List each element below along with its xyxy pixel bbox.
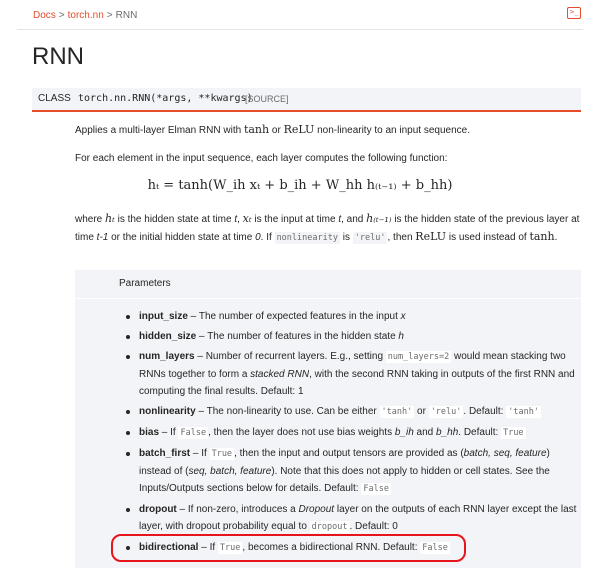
param-desc: and: [413, 427, 437, 438]
param-dropout: [123, 501, 579, 536]
param-bias: [123, 424, 579, 442]
param-name: input_size: [139, 311, 188, 322]
param-name: batch_first: [139, 448, 191, 459]
param-desc-em: b_hh: [436, 427, 459, 438]
param-desc: – If: [159, 427, 179, 438]
param-desc-em: b_ih: [394, 427, 414, 438]
param-desc-em: h: [398, 331, 404, 342]
param-desc: – If: [198, 542, 218, 553]
where-text: or the initial hidden state at time: [108, 232, 256, 243]
param-desc: – If: [190, 448, 210, 459]
param-desc: , with the second RNN taking in outputs of the first RNN and computing the final results. Default: 1: [139, 369, 575, 397]
where-text: , and: [341, 214, 367, 225]
math-t: t: [338, 214, 342, 225]
page-title: RNN: [32, 43, 84, 70]
math-t: t: [234, 214, 238, 225]
breadcrumb-separator: >: [106, 10, 113, 21]
breadcrumb-docs-link[interactable]: Docs: [33, 10, 56, 21]
param-desc: – The non-linearity to use. Can be either: [195, 406, 380, 417]
param-desc-em: batch, seq, feature: [463, 448, 547, 459]
param-num-layers: [123, 348, 579, 400]
math-tanh: tanh: [529, 230, 555, 243]
parameters-heading: Parameters: [119, 278, 171, 289]
param-name: bias: [139, 427, 160, 438]
math-ht-1: h₍ₜ₋₁₎: [366, 212, 392, 225]
where-text: is used instead of: [446, 232, 530, 243]
where-paragraph: [75, 210, 580, 247]
param-code: 'tanh': [508, 407, 539, 417]
param-code: True: [219, 543, 241, 553]
param-desc: , becomes a bidirectional RNN. Default:: [242, 542, 421, 553]
param-desc: – If non-zero, introduces a: [176, 504, 299, 515]
where-text: .: [554, 232, 558, 243]
param-desc-em: x: [400, 311, 406, 322]
terminal-icon[interactable]: >_: [567, 7, 581, 19]
param-desc: layer on the outputs of each RNN layer except the last layer, with dropout probability equal to: [139, 504, 577, 532]
param-nonlinearity: [123, 403, 579, 421]
math-t-1: t-1: [96, 232, 109, 243]
breadcrumb-separator: >: [58, 10, 65, 21]
param-code: False: [180, 428, 207, 438]
where-text: is the hidden state at time: [114, 214, 235, 225]
param-desc: , then the input and output tensors are provided as (: [234, 448, 464, 459]
param-desc: . Default: 0: [349, 521, 398, 532]
math-relu: ReLU: [415, 230, 447, 243]
math-0: 0: [255, 232, 261, 243]
code-relu: 'relu': [354, 233, 386, 243]
source-link[interactable]: [SOURCE]: [245, 94, 289, 104]
param-code: 'tanh': [381, 407, 413, 417]
param-name: num_layers: [139, 351, 195, 362]
param-name: hidden_size: [139, 331, 197, 342]
where-text: is: [339, 232, 353, 243]
param-input-size: [123, 308, 579, 325]
highlight-annotation: [111, 534, 466, 562]
param-desc: would mean stacking two RNNs together to form a: [139, 351, 566, 380]
param-desc: . Default:: [463, 406, 507, 417]
param-desc: – The number of expected features in the input: [187, 311, 401, 322]
breadcrumb-current: RNN: [115, 10, 138, 21]
class-label: CLASS: [38, 93, 71, 104]
rnn-formula: hₜ = tanh(W_ih xₜ + b_ih + W_hh h₍ₜ₋₁₎ + b_hh): [147, 178, 453, 193]
param-desc: – Number of recurrent layers. E.g., setting: [194, 351, 386, 362]
where-text: is the input at time: [251, 214, 339, 225]
where-text: . If: [260, 232, 275, 243]
param-desc: ) instead of (: [139, 448, 550, 477]
param-code: True: [503, 428, 524, 438]
param-code: False: [422, 543, 448, 553]
param-desc-em: stacked RNN: [250, 369, 310, 380]
where-text: where: [75, 214, 106, 225]
param-desc-em: Dropout: [298, 504, 335, 515]
param-name: bidirectional: [139, 542, 199, 553]
intro-paragraph-1: [75, 121, 580, 139]
code-nonlinearity: nonlinearity: [276, 233, 338, 243]
intro-text: non-linearity to an input sequence.: [314, 125, 470, 136]
param-desc-em: seq, batch, feature: [188, 466, 272, 477]
parameters-header: [75, 270, 581, 299]
param-name: nonlinearity: [139, 406, 196, 417]
math-tanh: tanh: [243, 123, 270, 136]
math-relu: ReLU: [283, 123, 315, 136]
param-code: dropout: [311, 522, 348, 532]
intro-paragraph-2: For each element in the input sequence, each layer computes the following function:: [75, 153, 448, 164]
class-signature: [32, 88, 581, 112]
math-xt: xₜ: [242, 212, 252, 225]
intro-text: or: [269, 125, 284, 136]
divider: [17, 29, 583, 30]
param-desc: or: [414, 406, 429, 417]
parameters-list: [123, 308, 579, 560]
param-desc: ). Note that this does not apply to hidden or cell states. See the Inputs/Outputs sections below for details. Default:: [139, 466, 550, 494]
parameters-panel: [75, 270, 581, 568]
param-desc: . Default:: [458, 427, 502, 438]
param-code: num_layers=2: [387, 352, 450, 362]
where-text: is the hidden state of the previous layer at time: [75, 214, 580, 243]
param-code: True: [211, 449, 233, 459]
breadcrumb: [33, 10, 137, 21]
param-name: dropout: [139, 504, 177, 515]
param-code: False: [363, 484, 389, 494]
where-text: ,: [237, 214, 243, 225]
math-ht: hₜ: [105, 212, 115, 225]
param-desc: , then the layer does not use bias weights: [208, 427, 395, 438]
param-hidden-size: [123, 328, 579, 345]
param-desc: – The number of features in the hidden state: [196, 331, 399, 342]
signature-text: torch.nn.RNN(*args, **kwargs): [78, 93, 253, 104]
param-code: 'relu': [430, 407, 462, 417]
intro-text: Applies a multi-layer Elman RNN with: [75, 125, 244, 136]
param-batch-first: [123, 445, 579, 498]
breadcrumb-torch-nn-link[interactable]: torch.nn: [67, 10, 104, 21]
where-text: , then: [387, 232, 416, 243]
